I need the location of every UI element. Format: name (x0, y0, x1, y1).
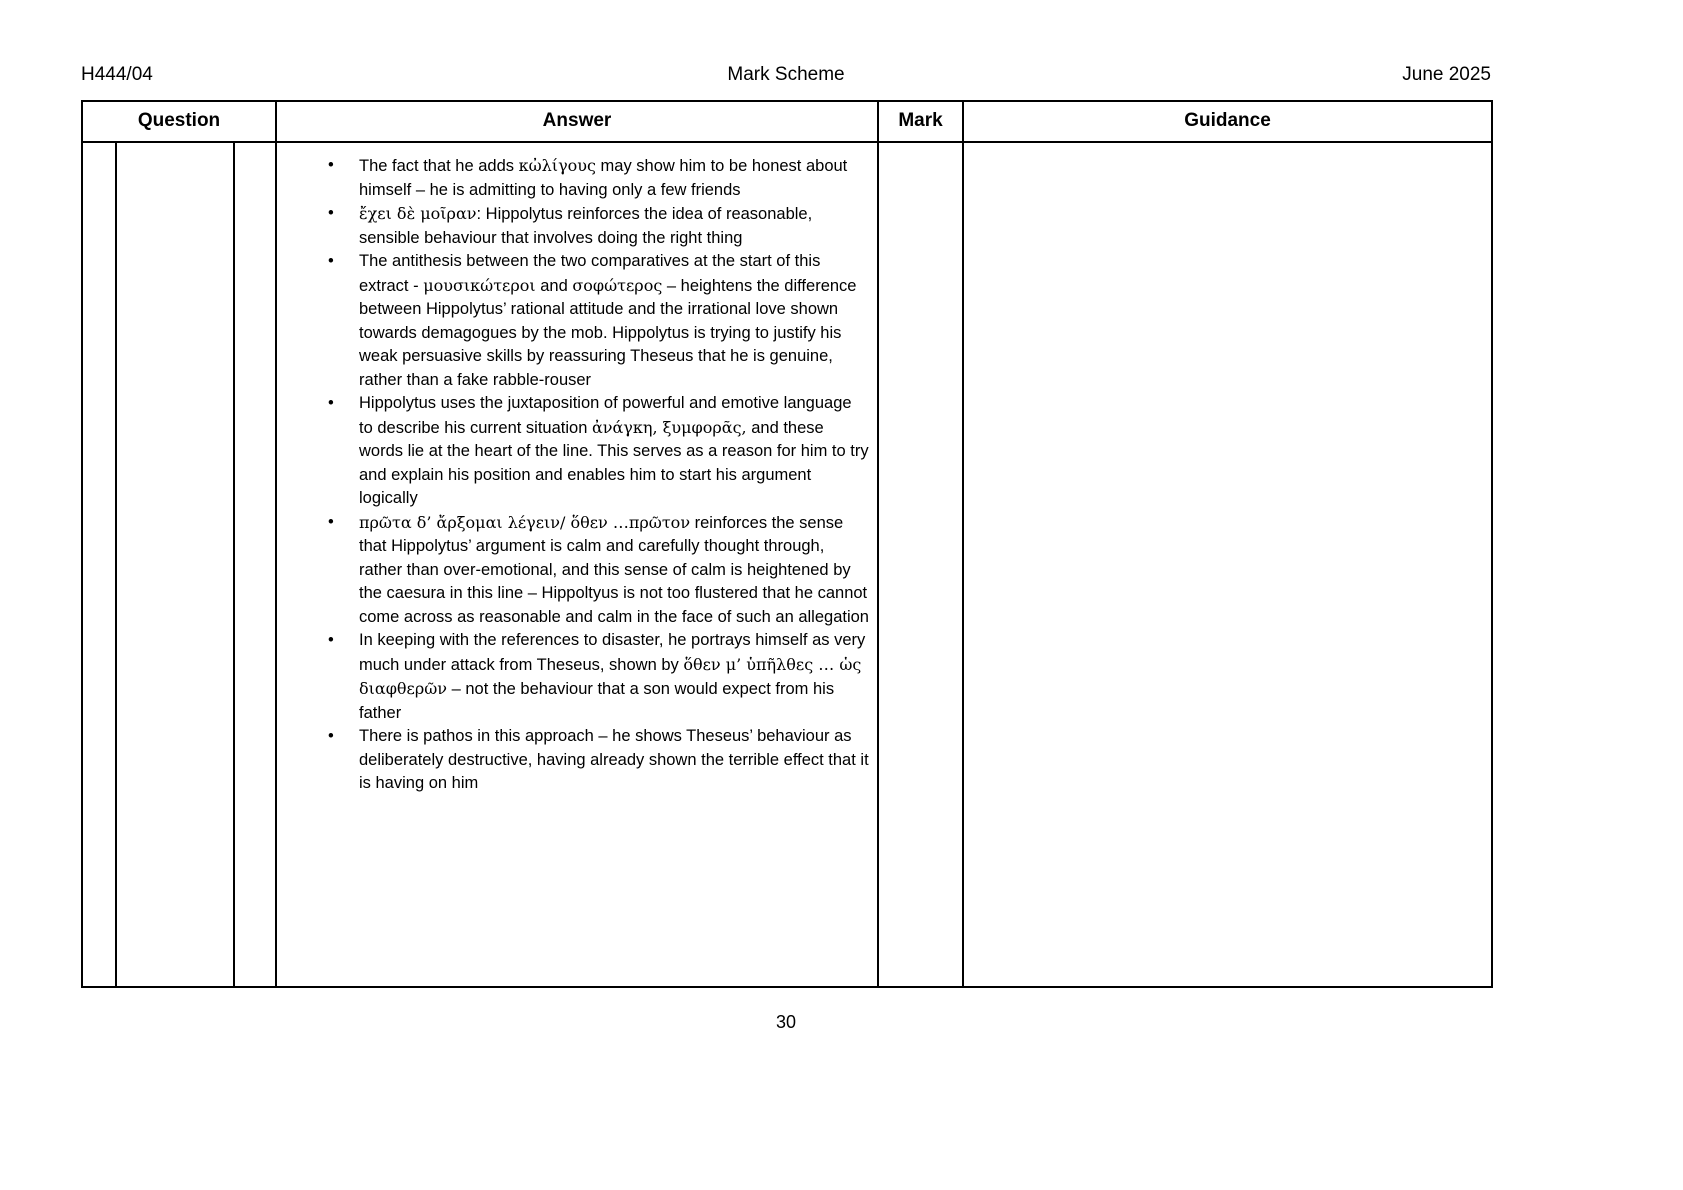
guidance-cell (963, 142, 1492, 987)
answer-text: There is pathos in this approach – he shows Theseus’ behaviour as deliberately destructive, having already shown the terrible effect that it is having on him (359, 727, 869, 792)
greek-text: ἀνάγκη, ξυμφορᾶς, (591, 417, 747, 437)
answer-text: and (535, 276, 573, 295)
answer-bullet (359, 629, 869, 725)
greek-text: κὠλίγους (518, 156, 596, 175)
greek-text: μουσικώτεροι (423, 275, 536, 295)
question-part-cell (116, 142, 234, 987)
column-header-answer: Answer (276, 101, 878, 142)
answer-text: : Hippolytus reinforces the idea of reasonable, sensible behaviour that involves doing the right thing (359, 205, 813, 247)
greek-text: σοφώτερος (572, 275, 663, 295)
greek-text: ἔχει δὲ μοῖραν (359, 204, 477, 223)
column-header-mark: Mark (878, 101, 963, 142)
answer-bullet (359, 250, 869, 392)
answer-cell (276, 142, 878, 987)
greek-text: πρῶτα δ’ ἄρξομαι λέγειν/ ὅθεν …πρῶτον (359, 512, 691, 532)
answer-text: and these words lie at the heart of the line. This serves as a reason for him to try and explain his position and enables him to start his argument logically (359, 418, 869, 507)
answer-text: – not the behaviour that a son would expect from his father (359, 680, 835, 722)
column-header-question: Question (82, 101, 276, 142)
table-header-row (82, 101, 1492, 142)
question-subpart-cell (234, 142, 276, 987)
greek-text: ὅθεν μ’ ὑπῆλθες … ὡς διαφθερῶν (359, 654, 862, 698)
answer-text: may show him to be honest about himself – he is admitting to having only a few friends (359, 157, 848, 199)
column-header-guidance: Guidance (963, 101, 1492, 142)
answer-bullet (359, 511, 869, 630)
answer-bullet (359, 202, 869, 250)
answer-text: The antithesis between the two comparatives at the start of this extract - (359, 252, 821, 295)
answer-text: The fact that he adds (359, 157, 519, 175)
document-header (81, 64, 1491, 86)
table-row (82, 142, 1492, 987)
answer-text: – heightens the difference between Hippolytus’ rational attitude and the irrational love shown towards demagogues by the mob. Hippolytus is trying to justify his weak persuasive skills by reassuring Theseus that he is genuine, rather than a fake rabble-rouser (359, 276, 857, 389)
page-number: 30 (775, 1012, 797, 1032)
doc-code: H444/04 (81, 64, 153, 85)
mark-scheme-table (81, 100, 1493, 988)
mark-cell (878, 142, 963, 987)
answer-text: Hippolytus uses the juxtaposition of powerful and emotive language to describe his current situation (359, 394, 852, 437)
answer-text: In keeping with the references to disaster, he portrays himself as very much under attack from Theseus, shown by (359, 631, 866, 674)
doc-date: June 2025 (1402, 64, 1491, 85)
answer-bullet-list (277, 154, 869, 796)
answer-bullet (359, 392, 869, 511)
answer-bullet (359, 725, 869, 796)
doc-title: Mark Scheme (727, 64, 845, 85)
answer-text: reinforces the sense that Hippolytus’ argument is calm and carefully thought through, rather than over-emotional, and this sense of calm is heightened by the caesura in this line – Hippoltyus is not too flustered that he cannot come across as reasonable and calm in the face of such an allegation (359, 513, 869, 626)
question-number-cell (82, 142, 116, 987)
answer-bullet (359, 154, 869, 202)
